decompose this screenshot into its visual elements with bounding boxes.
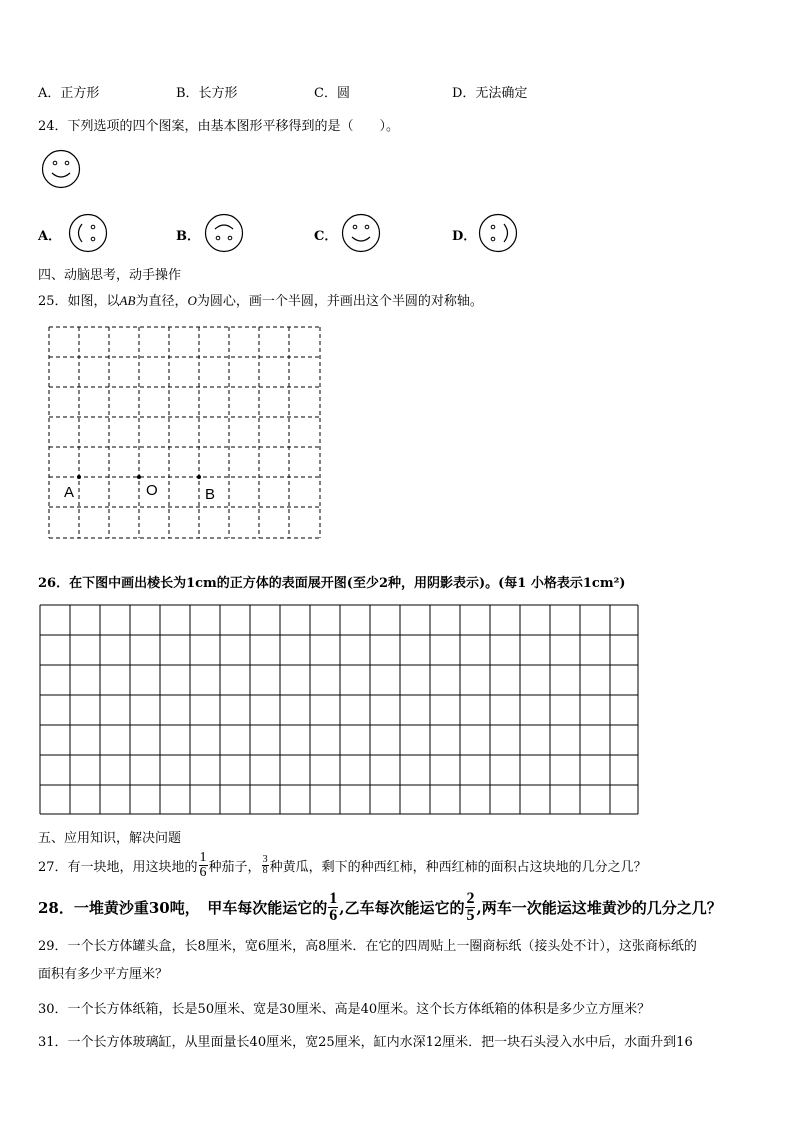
point-b-label: B [205, 486, 216, 503]
q27-fraction-1: $\frac{1}{6}$ [199, 849, 207, 880]
section-4-heading: 四、动脑思考，动手操作 [38, 268, 182, 283]
base-smiley-icon [40, 148, 82, 190]
q29-line-1: 29．一个长方体罐头盒，长8厘米，宽6厘米，高8厘米．在它的四周贴上一圈商标纸（接头处不计），这张商标纸的 [38, 939, 697, 954]
q24-stem: 24．下列选项的四个图案，由基本图形平移得到的是（ ）。 [38, 119, 400, 134]
point-a-label: A [64, 484, 75, 501]
section-5-heading: 五、应用知识，解决问题 [38, 831, 182, 846]
q31-text: 31．一个长方体玻璃缸，从里面量长40厘米，宽25厘米，缸内水深12厘米．把一块石头浸入水中后，水面升到16 [38, 1035, 693, 1050]
point-a-dot [77, 475, 81, 479]
q26-text: 26．在下图中画出棱长为1cm的正方体的表面展开图(至少2种，用阴影表示)。(每1 小格表示1cm²) [38, 576, 626, 591]
q23-option-a: A．正方形 [38, 86, 100, 101]
option-a-smiley-rotated-icon [67, 212, 109, 254]
q28-fraction-1: $\frac{1}{6}$ [329, 889, 338, 924]
q25-text: 25．如图，以AB为直径，O为圆心，画一个半圆，并画出这个半圆的对称轴。 [38, 293, 483, 309]
q27-text: 27．有一块地，用这块地的 $\frac{1}{6}$ 种茄子， $\frac{3}{8}$ 种黄瓜，剩下的种西红柿，种西红柿的面积占这块地的几分之几？ [38, 849, 647, 880]
q24-label-d: D． [452, 229, 477, 244]
option-c-smiley-upright-icon [340, 212, 382, 254]
option-b-smiley-upsidedown-icon [203, 212, 245, 254]
q26-square-grid[interactable] [39, 604, 641, 816]
q24-label-c: C． [314, 229, 338, 244]
q23-option-d: D．无法确定 [452, 86, 528, 101]
point-o-dot [137, 475, 141, 479]
q27-fraction-2: $\frac{3}{8}$ [262, 853, 268, 876]
q25-dashed-grid[interactable] [48, 326, 324, 540]
point-b-dot [197, 475, 201, 479]
q28-text: 28．一堆黄沙重30吨， 甲车每次能运它的 $\frac{1}{6}$ ,乙车每次能运它的 $\frac{2}{5}$ ,两车一次能运这堆黄沙的几分之几？ [38, 889, 722, 924]
q28-fraction-2: $\frac{2}{5}$ [466, 889, 475, 924]
q23-option-c: C．圆 [314, 86, 350, 101]
q30-text: 30．一个长方体纸箱，长是50厘米、宽是30厘米、高是40厘米。这个长方体纸箱的体积是多少立方厘米？ [38, 1002, 651, 1017]
q29-line-2: 面积有多少平方厘米？ [38, 967, 169, 982]
q24-label-b: B． [176, 229, 200, 244]
q23-option-b: B．长方形 [176, 86, 238, 101]
q24-label-a: A． [38, 229, 62, 244]
point-o-label: O [146, 482, 158, 499]
option-d-smiley-rotated-icon [477, 212, 519, 254]
